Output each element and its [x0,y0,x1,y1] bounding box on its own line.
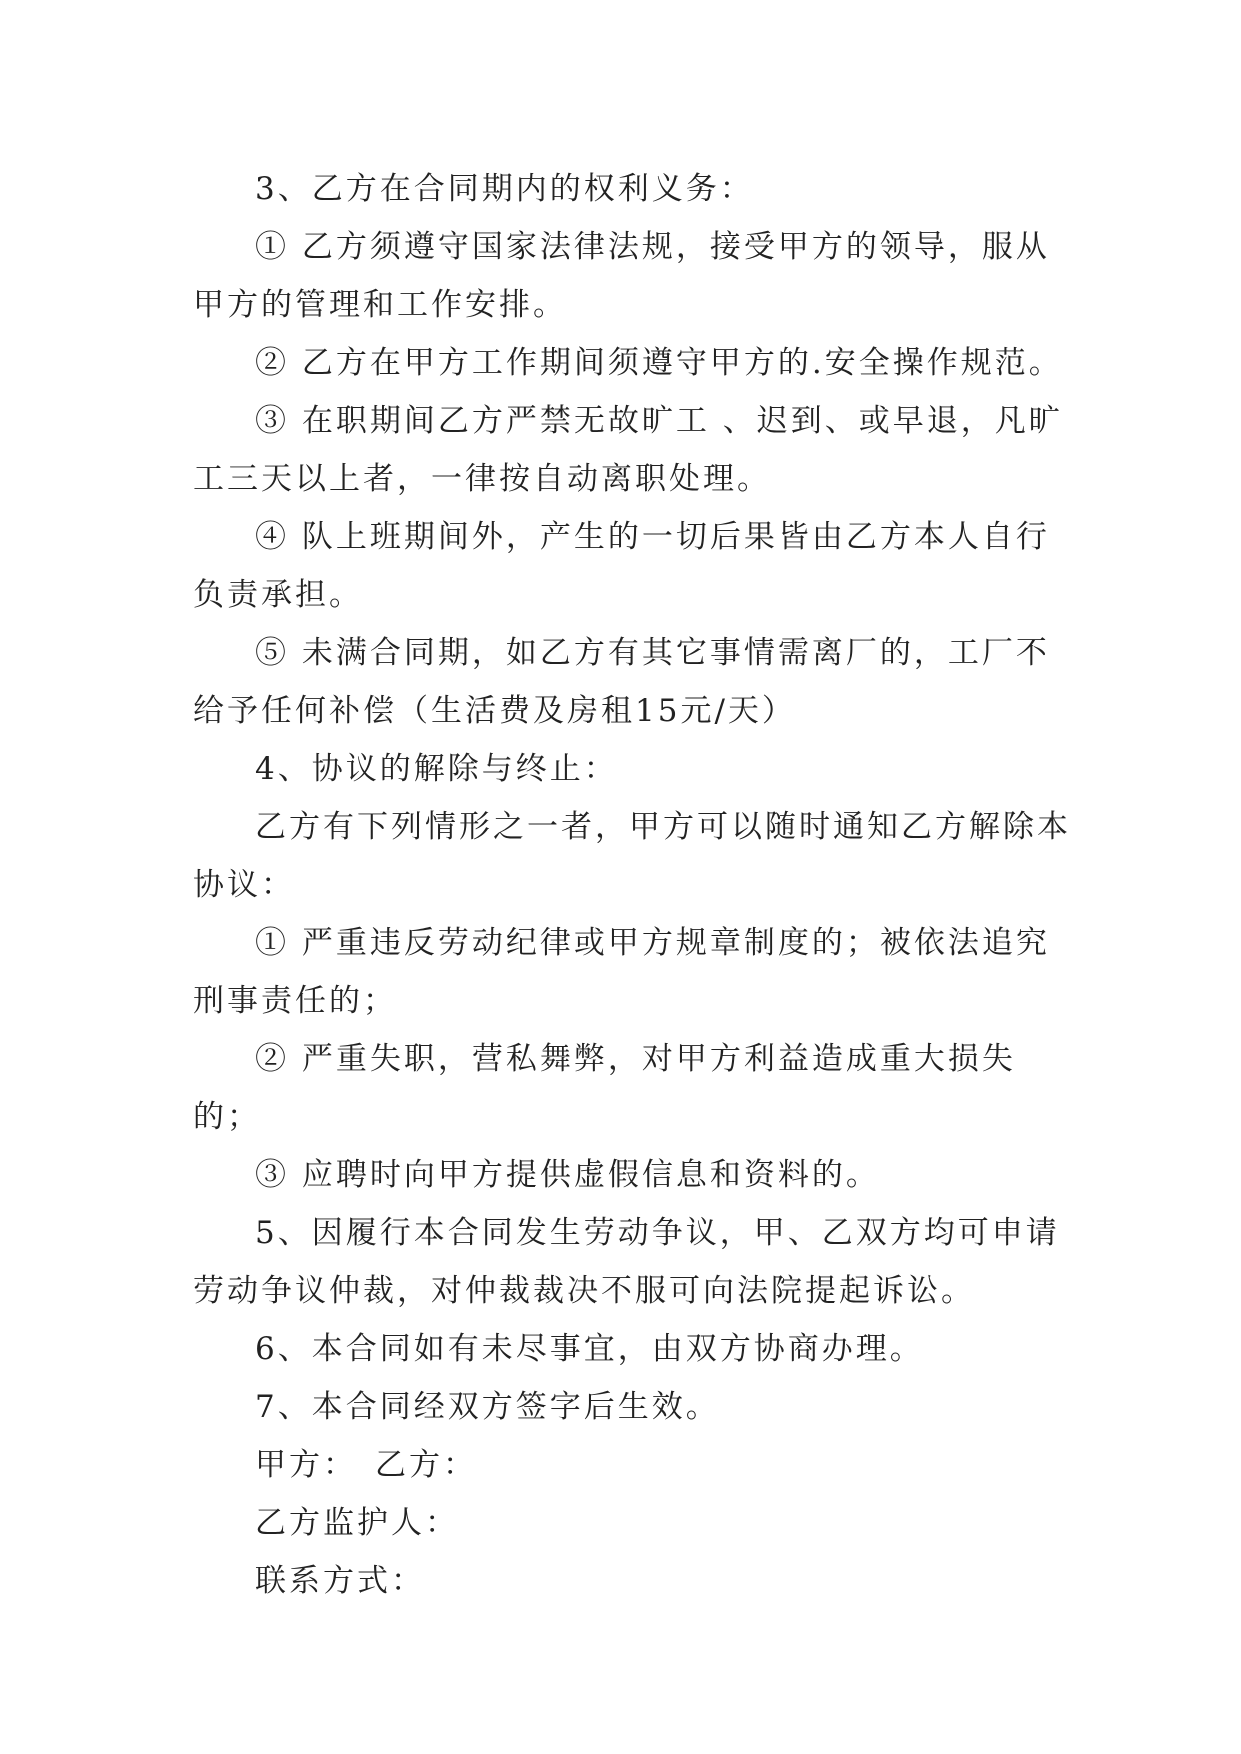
section-4-item-1: ① 严重违反劳动纪律或甲方规章制度的；被依法追究刑事责任的； [193,925,1050,1019]
signature-parties-line [193,1436,1073,1494]
section-3-item-2: ② 乙方在甲方工作期间须遵守甲方的.安全操作规范。 [255,345,1063,381]
contact-line [193,1552,1073,1610]
section-3-item-4: ④ 队上班期间外，产生的一切后果皆由乙方本人自行负责承担。 [193,519,1050,613]
guardian-label: 乙方监护人： [255,1505,459,1541]
section-3-item-3: ③ 在职期间乙方严禁无故旷工 、迟到、或早退，凡旷工三天以上者，一律按自动离职处理。 [193,403,1063,497]
document-body [193,160,1073,1610]
section-7: 7、本合同经双方签字后生效。 [255,1389,720,1425]
section-3-heading: 3、乙方在合同期内的权利义务： [255,171,754,207]
contact-label: 联系方式： [255,1563,425,1599]
party-b-label: 乙方： [375,1447,477,1483]
section-4-item-3: ③ 应聘时向甲方提供虚假信息和资料的。 [255,1157,880,1193]
section-6: 6、本合同如有未尽事宜，由双方协商办理。 [255,1331,924,1367]
party-a-label: 甲方： [255,1447,357,1483]
section-4-intro: 乙方有下列情形之一者，甲方可以随时通知乙方解除本协议： [193,809,1071,903]
section-5: 5、因履行本合同发生劳动争议，甲、乙双方均可申请劳动争议仲裁，对仲裁裁决不服可向法院提起诉讼。 [193,1215,1060,1309]
section-3-item-5: ⑤ 未满合同期，如乙方有其它事情需离厂的，工厂不给予任何补偿（生活费及房租15元/天） [193,635,1050,729]
section-4-heading: 4、协议的解除与终止： [255,751,618,787]
section-4-item-2: ② 严重失职，营私舞弊，对甲方利益造成重大损失的； [193,1041,1016,1135]
section-3-item-1: ① 乙方须遵守国家法律法规，接受甲方的领导，服从甲方的管理和工作安排。 [193,229,1050,323]
guardian-line [193,1494,1073,1552]
